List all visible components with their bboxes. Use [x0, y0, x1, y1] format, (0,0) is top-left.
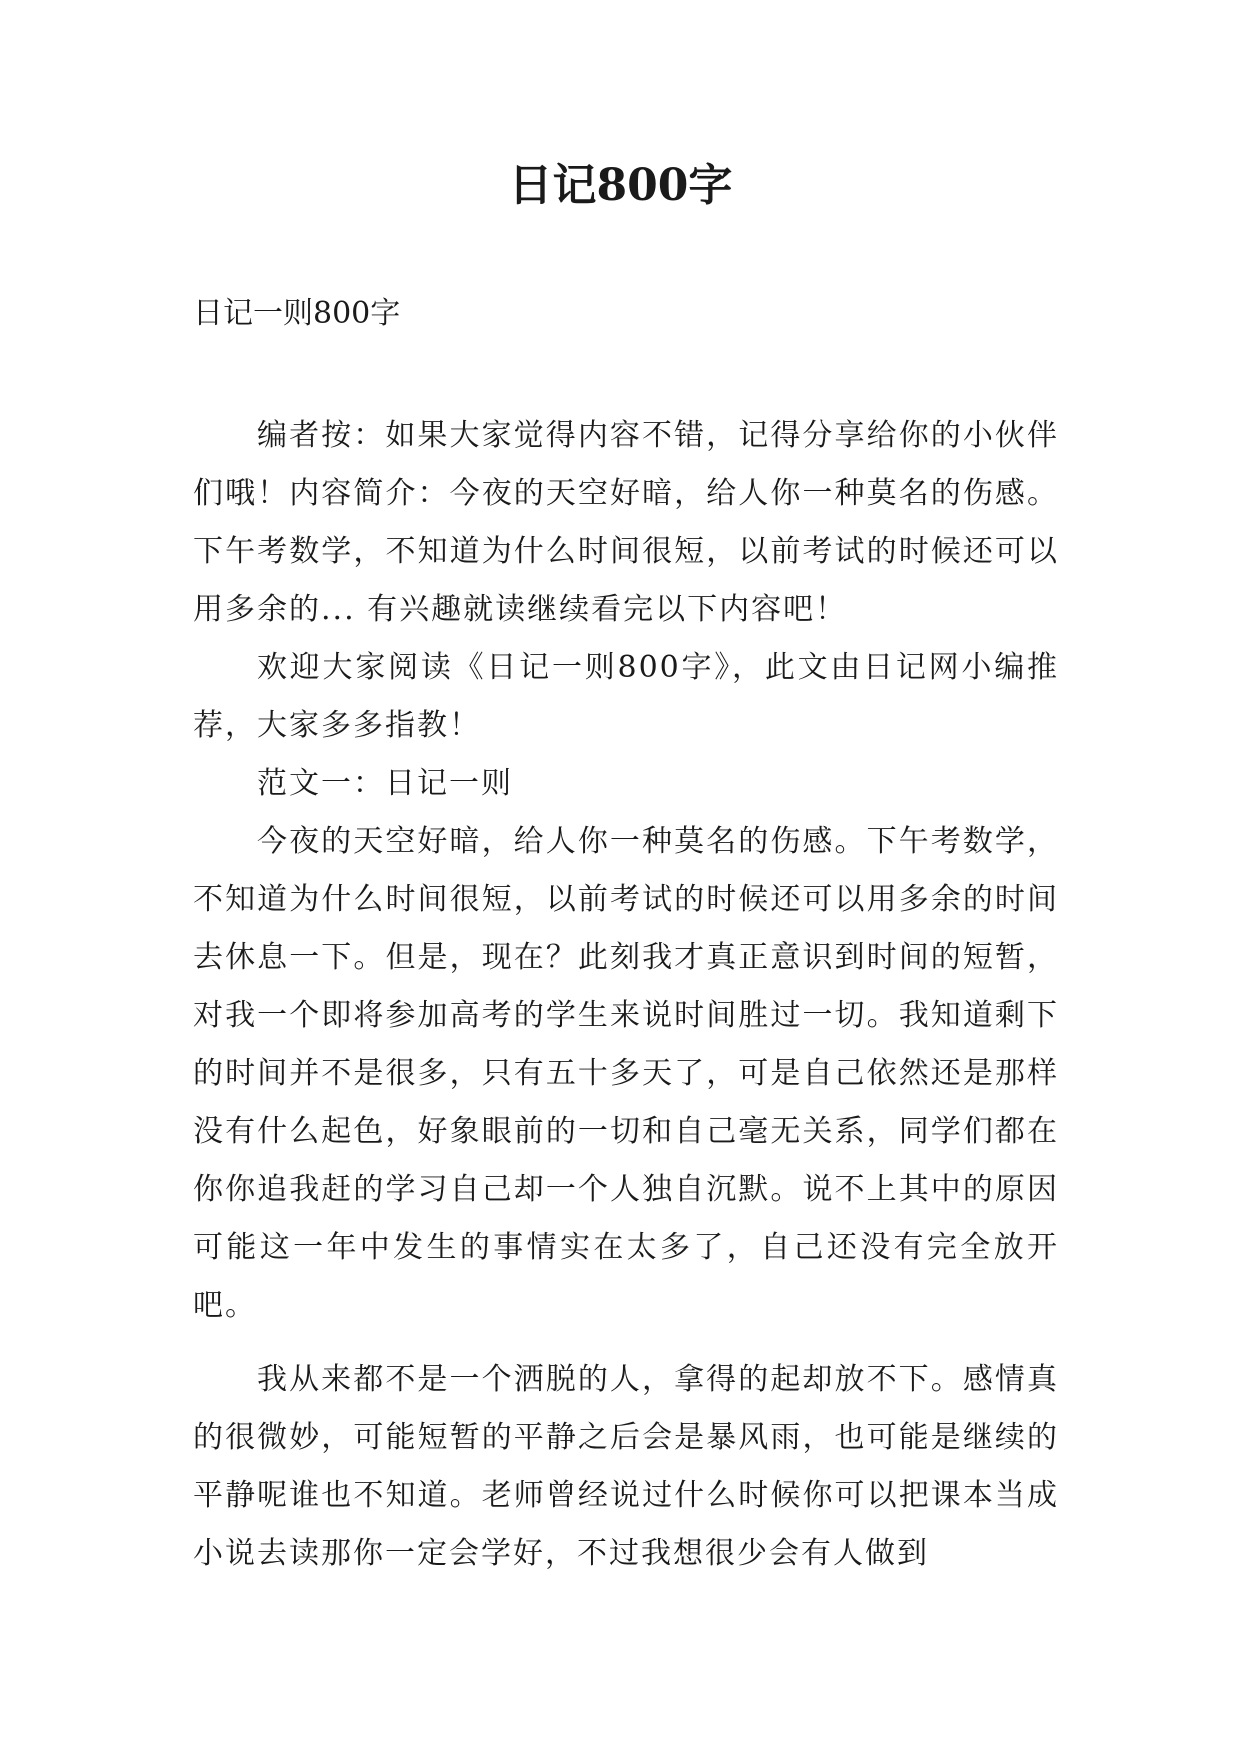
- document-title: 日记800字: [508, 160, 733, 211]
- paragraph-editor-note: 编者按：如果大家觉得内容不错，记得分享给你的小伙伴们哦！内容简介：今夜的天空好暗，给人你一种莫名的伤感。下午考数学，不知道为什么时间很短，以前考试的时候还可以用多余的... 有兴趣就读继续看完以下内容吧！: [193, 418, 1059, 627]
- document-body: [193, 407, 1059, 1583]
- document-subtitle: 日记一则800字: [193, 296, 401, 331]
- paragraph-diary-2: 我从来都不是一个洒脱的人，拿得的起却放不下。感情真的很微妙，可能短暂的平静之后会是暴风雨，也可能是继续的平静呢谁也不知道。老师曾经说过什么时候你可以把课本当成小说去读那你一定会学好，不过我想很少会有人做到: [193, 1362, 1059, 1571]
- paragraph-welcome: 欢迎大家阅读《日记一则800字》，此文由日记网小编推荐，大家多多指教！: [193, 650, 1059, 743]
- paragraph-diary-1: 今夜的天空好暗，给人你一种莫名的伤感。下午考数学，不知道为什么时间很短，以前考试的时候还可以用多余的时间去休息一下。但是，现在？此刻我才真正意识到时间的短暂，对我一个即将参加高考的学生来说时间胜过一切。我知道剩下的时间并不是很多，只有五十多天了，可是自己依然还是那样没有什么起色，好象眼前的一切和自己毫无关系，同学们都在你你追我赶的学习自己却一个人独自沉默。说不上其中的原因可能这一年中发生的事情实在太多了，自己还没有完全放开吧。: [193, 824, 1059, 1323]
- paragraph-sample-heading: 范文一：日记一则: [257, 766, 513, 801]
